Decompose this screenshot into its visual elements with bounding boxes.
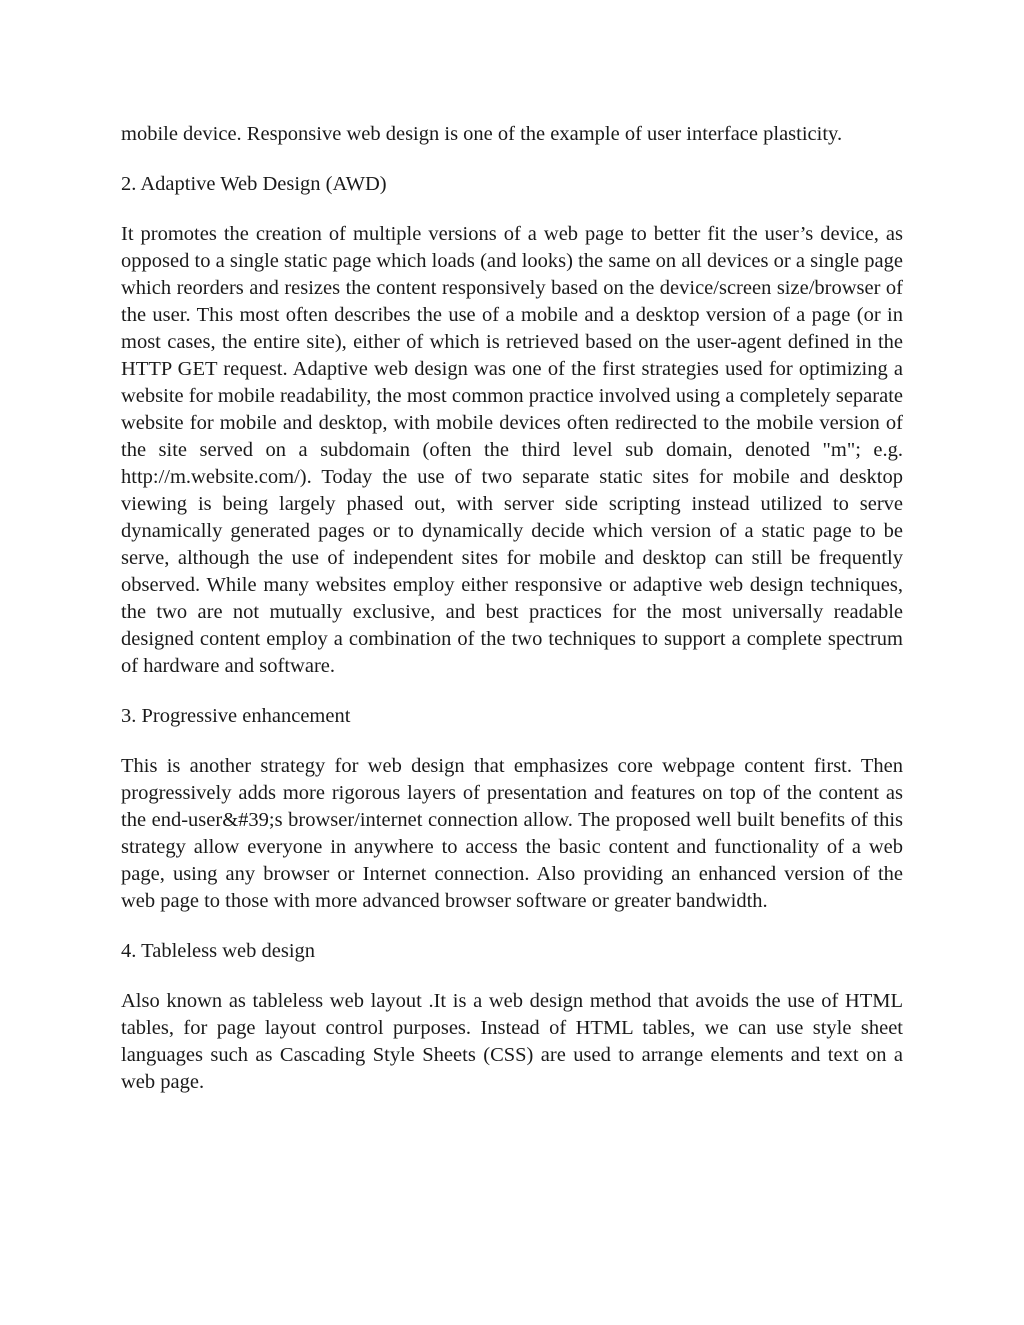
document-page (121, 121, 903, 1119)
section-body-adaptive-web-design: It promotes the creation of multiple versions of a web page to better fit the user’s device, as opposed to a single static page which loads (and looks) the same on all devices or a single page which reorders and resizes the content responsively based on the device/screen size/browser of the user. This most often describes the use of a mobile and a desktop version of a page (or in most cases, the entire site), either of which is retrieved based on the user-agent defined in the HTTP GET request. Adaptive web design was one of the first strategies used for optimizing a website for mobile readability, the most common practice involved using a completely separate website for mobile and desktop, with mobile devices often redirected to the mobile version of the site served on a subdomain (often the third level sub domain, denoted "m"; e.g. http://m.website.com/). Today the use of two separate static sites for mobile and desktop viewing is being largely phased out, with server side scripting instead utilized to serve dynamically generated pages or to dynamically decide which version of a static page to be serve, although the use of independent sites for mobile and desktop can still be frequently observed. While many websites employ either responsive or adaptive web design techniques, the two are not mutually exclusive, and best practices for the most universally readable designed content employ a combination of the two techniques to support a complete spectrum of hardware and software. (121, 223, 903, 677)
section-heading-adaptive-web-design: 2. Adaptive Web Design (AWD) (121, 173, 387, 195)
section-heading-tableless-web-design: 4. Tableless web design (121, 940, 316, 962)
section-body-progressive-enhancement: This is another strategy for web design that emphasizes core webpage content first. Then progressively adds more rigorous layers of presentation and features on top of the content as the end-user&#39;s browser/internet connection allow. The proposed well built benefits of this strategy allow everyone in anywhere to access the basic content and functionality of a web page, using any browser or Internet connection. Also providing an enhanced version of the web page to those with more advanced browser software or greater bandwidth. (121, 755, 903, 912)
section-heading-progressive-enhancement: 3. Progressive enhancement (121, 705, 351, 727)
intro-paragraph: mobile device. Responsive web design is one of the example of user interface plasticity. (121, 123, 843, 145)
section-body-tableless-web-design: Also known as tableless web layout .It is a web design method that avoids the use of HTML tables, for page layout control purposes. Instead of HTML tables, we can use style sheet languages such as Cascading Style Sheets (CSS) are used to arrange elements and text on a web page. (121, 990, 903, 1093)
